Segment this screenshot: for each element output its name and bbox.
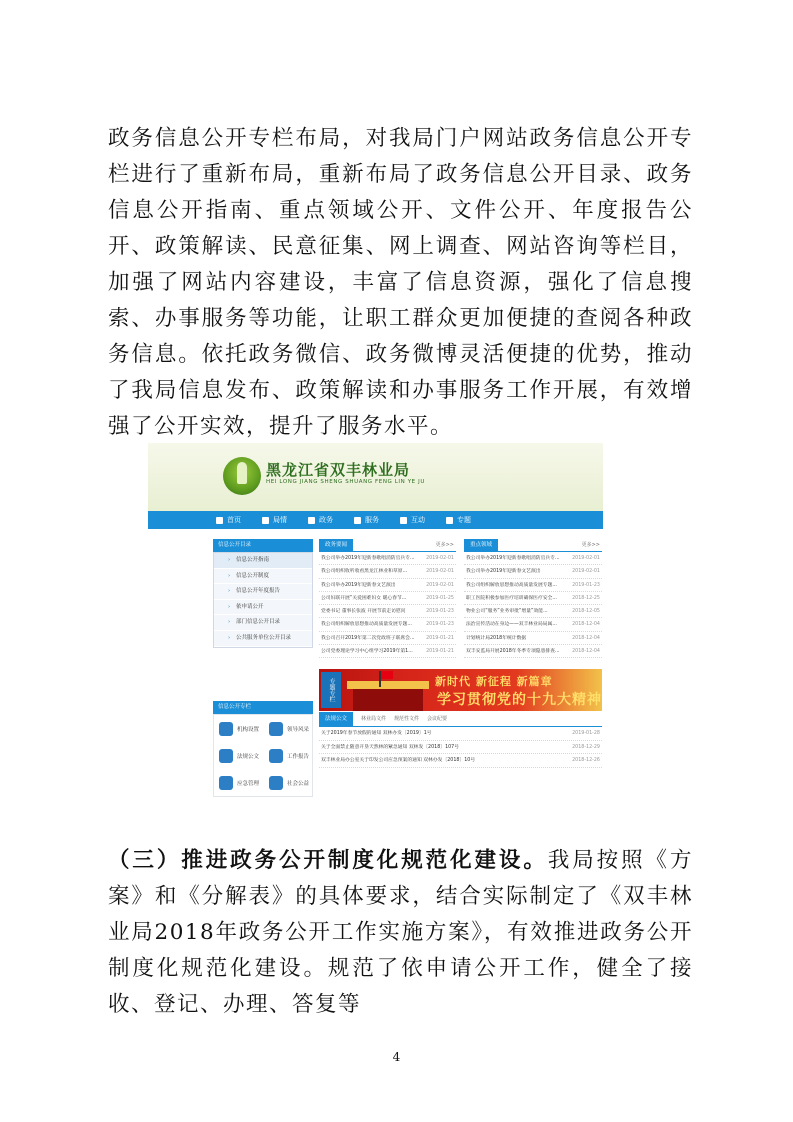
main-nav [148, 511, 603, 529]
list-item[interactable]: 关于全面禁止随意开垦天然林的紧急通知 双林发〔2018〕107号 2018-12-29 [319, 741, 602, 755]
info-catalog-menu [213, 552, 313, 648]
gov-news-list [319, 552, 456, 658]
list-item[interactable]: 我公司举办2019年迎新春文艺演出 2019-02-01 [319, 579, 456, 592]
menu-item-annual-report[interactable]: › 信息公开年度报告 [214, 584, 312, 600]
banner-tag: 专题专栏 [321, 672, 341, 708]
list-item[interactable]: 我公司组织收听收看黑龙江林业和草原... 2019-02-01 [319, 565, 456, 578]
banner-subheadline: 学习贯彻党的十九大精神 [437, 692, 602, 708]
menu-item-public-service[interactable]: › 公共服务单位公开目录 [214, 631, 312, 647]
list-item[interactable]: 我公司组织解放思想推动高质量发展专题... 2019-01-23 [319, 618, 456, 631]
tab-normative-files[interactable]: 规范性文件 [394, 716, 420, 722]
nav-interact[interactable]: 互动 [394, 511, 440, 529]
nav-service[interactable]: 服务 [348, 511, 394, 529]
body-paragraph-1: 政务信息公开专栏布局，对我局门户网站政务信息公开专栏进行了重新布局，重新布局了政务信息公开目录、政务信息公开指南、重点领域公开、文件公开、年度报告公开、政策解读、民意征集、网上调查、网站咨询等栏目，加强了网站内容建设，丰富了信息资源，强化了信息搜索、办事服务等功能，让职工群众更加便捷的查阅各种政务信息。依托政务微信、政务微博灵活便捷的优势，推动了我局信息发布、政策解读和办事服务工作开展，有效增强了公开实效，提升了服务水平。 [108, 126, 693, 439]
flag-icon [379, 671, 381, 687]
forestry-logo-icon [223, 457, 261, 495]
quick-link-reports[interactable]: 工作报告 [264, 742, 314, 769]
menu-item-guide[interactable]: › 信息公开指南 [214, 553, 312, 569]
list-item[interactable]: 我公司举办2019年迎新春文艺演出 2019-02-01 [464, 565, 602, 578]
gov-news-title: 政务要闻 [319, 539, 353, 552]
list-item[interactable]: 我公司召开2019年第二次党政班子联席会... 2019-01-21 [319, 632, 456, 645]
website-screenshot [148, 443, 603, 825]
menu-item-dept-catalog[interactable]: › 部门信息公开目录 [214, 615, 312, 631]
section-heading: （三）推进政务公开制度化规范化建设。 [108, 848, 548, 873]
tiananmen-illustration [353, 687, 423, 711]
site-title: 黑龙江省双丰林业局 [266, 461, 411, 479]
chat-icon [400, 517, 407, 524]
page-number: 4 [392, 1050, 401, 1064]
nav-bureau[interactable]: 局情 [256, 511, 302, 529]
tab-bureau-files[interactable]: 林业局文件 [361, 716, 387, 722]
community-icon [269, 776, 283, 790]
list-item[interactable]: 法治宣传活动在身边——双丰林业局局属... 2018-12-04 [464, 618, 602, 631]
menu-item-request[interactable]: › 依申请公开 [214, 600, 312, 616]
gov-news-more-link[interactable]: 更多>> [435, 542, 454, 548]
quick-link-public-welfare[interactable]: 社会公益 [264, 769, 314, 796]
list-item[interactable]: 我公司举办2019年迎新春歌唱消防官兵专... 2019-02-01 [319, 552, 456, 565]
people-icon [269, 722, 283, 736]
site-header [148, 443, 603, 511]
list-item[interactable]: 物业公司“服务”业务审批“增量”效能... 2018-12-05 [464, 605, 602, 618]
quick-link-laws[interactable]: 法规公文 [214, 742, 264, 769]
quick-links-grid [213, 714, 313, 797]
list-item[interactable]: 我公司组织解放思想推动高质量发展专题... 2019-01-23 [464, 579, 602, 592]
emergency-icon [219, 776, 233, 790]
menu-item-rules[interactable]: › 信息公开制度 [214, 569, 312, 585]
key-areas-panel [464, 539, 602, 658]
star-icon [446, 517, 453, 524]
key-areas-more-link[interactable]: 更多>> [581, 542, 600, 548]
quick-link-org[interactable]: 机构设置 [214, 715, 264, 742]
list-item[interactable]: 职工医院积极参加医疗培训确保医疗安全... 2018-12-25 [464, 592, 602, 605]
org-chart-icon [219, 722, 233, 736]
laws-panel [319, 713, 602, 768]
section-body: 我局按照《方案》和《分解表》的具体要求，结合实际制定了《双丰林业局2018年政务公开工作实施方案》，有效推进政务公开制度化规范化建设。规范了依申请公开工作，健全了接收、登记、办理、答复等 [108, 848, 693, 1017]
list-item[interactable]: 公司妇联开展“关爱困难妇女 暖心春节... 2019-01-25 [319, 592, 456, 605]
home-icon [216, 517, 223, 524]
info-column-title: 信息公开专栏 [213, 701, 313, 714]
key-areas-list [464, 552, 602, 658]
list-item[interactable]: 我公司举办2019年迎新春歌唱消防官兵专... 2019-02-01 [464, 552, 602, 565]
info-column-panel [213, 701, 313, 797]
tab-minutes[interactable]: 会议纪要 [427, 716, 448, 722]
info-catalog-title: 信息公开目录 [213, 539, 313, 552]
banner-headline: 新时代 新征程 新篇章 [435, 675, 553, 688]
report-icon [269, 749, 283, 763]
nav-home[interactable]: 首页 [210, 511, 256, 529]
flag-icon [308, 517, 315, 524]
body-paragraph-2 [108, 843, 693, 1023]
quick-link-leaders[interactable]: 领导风采 [264, 715, 314, 742]
tab-laws[interactable]: 法规公文 [319, 712, 353, 726]
service-icon [354, 517, 361, 524]
list-item[interactable]: 公司党委理论学习中心组学习2019年第1... 2019-01-21 [319, 645, 456, 658]
book-icon [219, 749, 233, 763]
list-item[interactable]: 党委书记 董事长张波 开展节前走访慰问 2019-01-23 [319, 605, 456, 618]
list-item[interactable]: 双丰林业局办公室关于印发公司应急预案的通知 双林办发〔2018〕10号 2018-12-26 [319, 754, 602, 768]
site-subtitle: HEI LONG JIANG SHENG SHUANG FENG LIN YE JU [266, 479, 425, 485]
list-item[interactable]: 关于2019年春节放假的通知 双林办发〔2019〕1号 2019-01-28 [319, 727, 602, 741]
info-icon [262, 517, 269, 524]
list-item[interactable]: 双丰安监局开展2018年冬季专项隐患排查... 2018-12-04 [464, 645, 602, 658]
quick-link-emergency[interactable]: 应急管理 [214, 769, 264, 796]
topic-banner[interactable] [319, 669, 602, 711]
gov-news-panel [319, 539, 456, 658]
nav-topics[interactable]: 专题 [440, 511, 486, 529]
key-areas-title: 重点领域 [464, 539, 498, 552]
nav-government[interactable]: 政务 [302, 511, 348, 529]
list-item[interactable]: 计划统计局2018年统计数据 2018-12-04 [464, 632, 602, 645]
info-catalog-panel [213, 539, 313, 648]
